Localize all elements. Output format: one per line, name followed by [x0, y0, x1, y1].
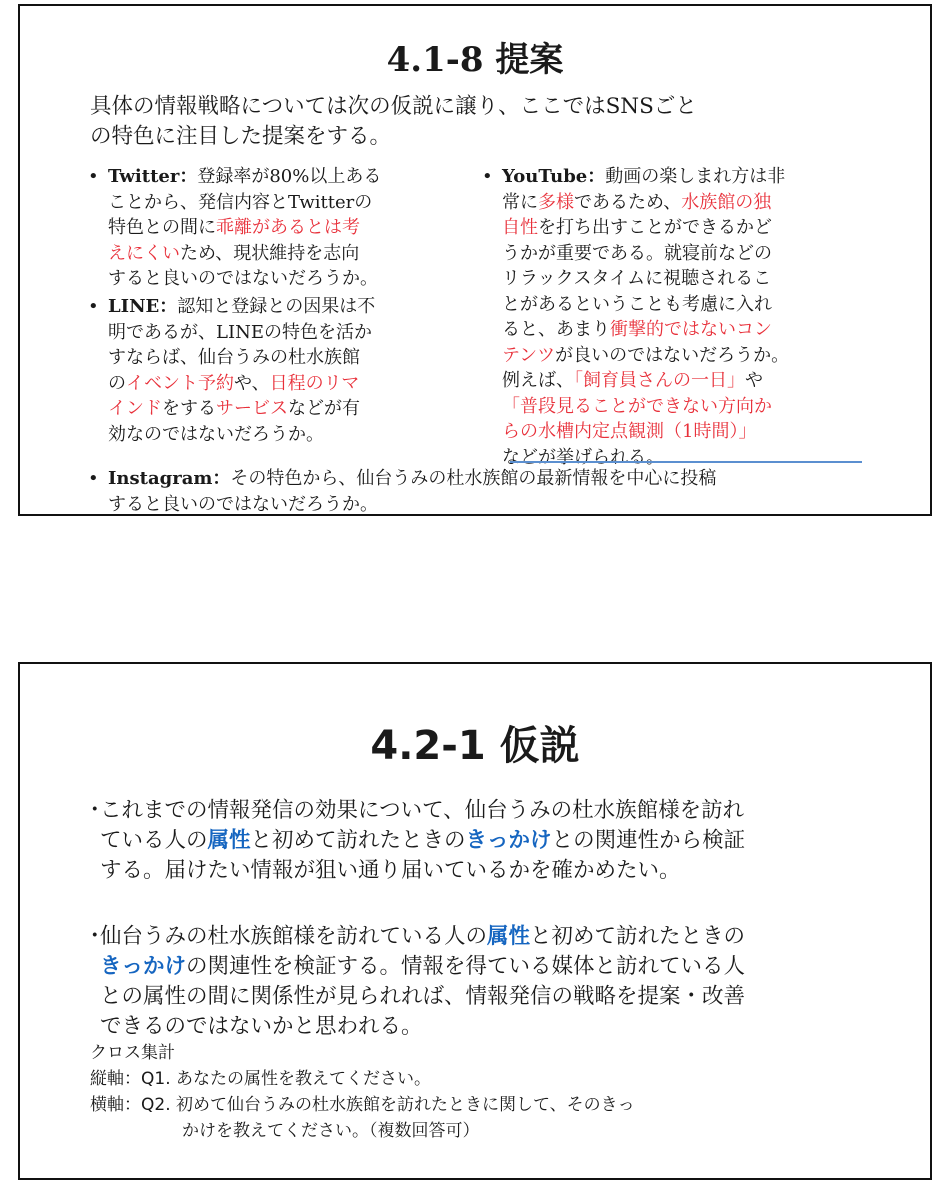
cross-heading: クロス集計: [90, 1043, 175, 1063]
bullet-dot: •: [88, 468, 99, 489]
text: その特色から、仙台うみの杜水族館の最新情報を中心に投稿: [230, 468, 717, 489]
bullet-twitter: [88, 164, 468, 292]
bullet-heading: LINE：: [108, 296, 178, 317]
bullet-youtube: [482, 164, 882, 470]
keyword-text: きっかけ: [465, 828, 552, 853]
hypothesis-paragraph-2: [84, 922, 900, 1042]
text: との関連性から検証: [551, 828, 746, 853]
text: などが有: [288, 398, 360, 419]
bullet-dot: •: [482, 166, 493, 187]
text-line: すると良いのではないだろうか。: [108, 493, 378, 515]
text: ため、現状維持を志向: [180, 242, 360, 264]
text: 仙台うみの杜水族館様を訪れている人の: [100, 924, 488, 949]
text: 特色との間に: [108, 217, 216, 238]
keyword-text: 属性: [487, 924, 531, 949]
hypothesis-paragraph-1: [84, 796, 900, 886]
bullet-instagram: [88, 466, 908, 517]
intro-text: [90, 92, 870, 152]
text-line: リラックスタイムに視聴されるこ: [502, 268, 772, 289]
highlight-text: 乖離があるとは考: [216, 217, 360, 238]
highlight-text: 日程のリマ: [269, 372, 360, 394]
text: ると、あまり: [502, 319, 610, 340]
text: であるため、: [574, 191, 682, 213]
slide-title: 4.2-1 仮説: [370, 723, 580, 769]
text: と初めて訪れたときの: [250, 828, 466, 853]
cross-tabulation: [90, 1040, 890, 1144]
bullet-heading: Instagram：: [108, 468, 231, 489]
highlight-text: 多様: [538, 191, 574, 213]
bullet-line: [88, 294, 468, 447]
text: 常に: [502, 191, 538, 213]
text-line: 明であるが、LINEの特色を活か: [108, 321, 372, 343]
text: と初めて訪れたときの: [530, 924, 746, 949]
highlight-text: えにくい: [108, 242, 180, 264]
text-line: これまでの情報発信の効果について、仙台うみの杜水族館様を訪れ: [100, 798, 745, 823]
highlight-text: イベント予約: [126, 372, 234, 394]
bullet-heading: YouTube：: [502, 166, 606, 187]
horizontal-axis-text: 横軸：Q2. 初めて仙台うみの杜水族館を訪れたときに関して、そのきっ: [90, 1095, 635, 1115]
text-line: との属性の間に関係性が見られれば、情報発信の戦略を提案・改善: [100, 984, 746, 1009]
horizontal-axis-text-continued: かけを教えてください。（複数回答可）: [182, 1121, 480, 1141]
highlight-text: 衝撃的ではないコン: [610, 319, 772, 340]
vertical-axis-text: 縦軸：Q1. あなたの属性を教えてください。: [90, 1069, 432, 1089]
text: が良いのではないだろうか。: [555, 344, 790, 366]
text-line: ことから、発信内容とTwitterの: [108, 191, 373, 213]
highlight-text: インド: [108, 398, 162, 419]
bullet-dot: ・: [84, 924, 106, 949]
intro-line: 具体の情報戦略については次の仮説に譲り、ここではSNSごと: [90, 94, 697, 119]
text: や、: [234, 372, 270, 394]
highlight-text: テンツ: [502, 344, 556, 366]
keyword-text: 属性: [207, 828, 251, 853]
highlight-text: 「普段見ることができない方向か: [502, 395, 772, 417]
text: や: [745, 370, 763, 391]
text-line: すると良いのではないだろうか。: [108, 268, 378, 289]
text-line: うかが重要である。就寝前などの: [502, 242, 772, 264]
text-line: できるのではないかと思われる。: [100, 1014, 423, 1039]
text: 例えば、: [502, 370, 574, 391]
text: を打ち出すことができるかど: [538, 217, 772, 238]
bullet-heading: Twitter：: [108, 166, 198, 187]
slide-proposal: [18, 4, 932, 516]
highlight-text: らの水槽内定点観測（1時間）」: [502, 421, 757, 442]
divider-line: [510, 461, 862, 463]
bullet-dot: •: [88, 166, 99, 187]
text: 認知と登録との因果は不: [177, 296, 376, 317]
text: 登録率が80%以上ある: [197, 166, 382, 187]
slide-hypothesis: [18, 662, 932, 1180]
highlight-text: サービス: [216, 398, 288, 419]
text: ている人の: [100, 828, 208, 853]
text-line: とがあるということも考慮に入れ: [502, 293, 772, 315]
text-line: 効なのではないだろうか。: [108, 423, 324, 445]
keyword-text: きっかけ: [100, 954, 187, 979]
text: をする: [162, 398, 216, 419]
bullet-dot: •: [88, 296, 99, 317]
text-line: などが挙げられる。: [502, 446, 664, 468]
slide-title: 4.1-8 提案: [386, 40, 564, 80]
highlight-text: 「飼育員さんの一日」: [574, 370, 745, 391]
bullet-dot: ・: [84, 798, 106, 823]
text: 動画の楽しまれ方は非: [605, 166, 786, 187]
intro-line: の特色に注目した提案をする。: [90, 124, 392, 149]
text-line: する。届けたい情報が狙い通り届いているかを確かめたい。: [100, 858, 681, 883]
text: の: [108, 372, 126, 394]
highlight-text: 水族館の独: [681, 191, 772, 213]
text-line: すならば、仙台うみの杜水族館: [108, 347, 360, 368]
text: の関連性を検証する。情報を得ている媒体と訪れている人: [186, 954, 746, 979]
highlight-text: 自性: [502, 217, 538, 238]
